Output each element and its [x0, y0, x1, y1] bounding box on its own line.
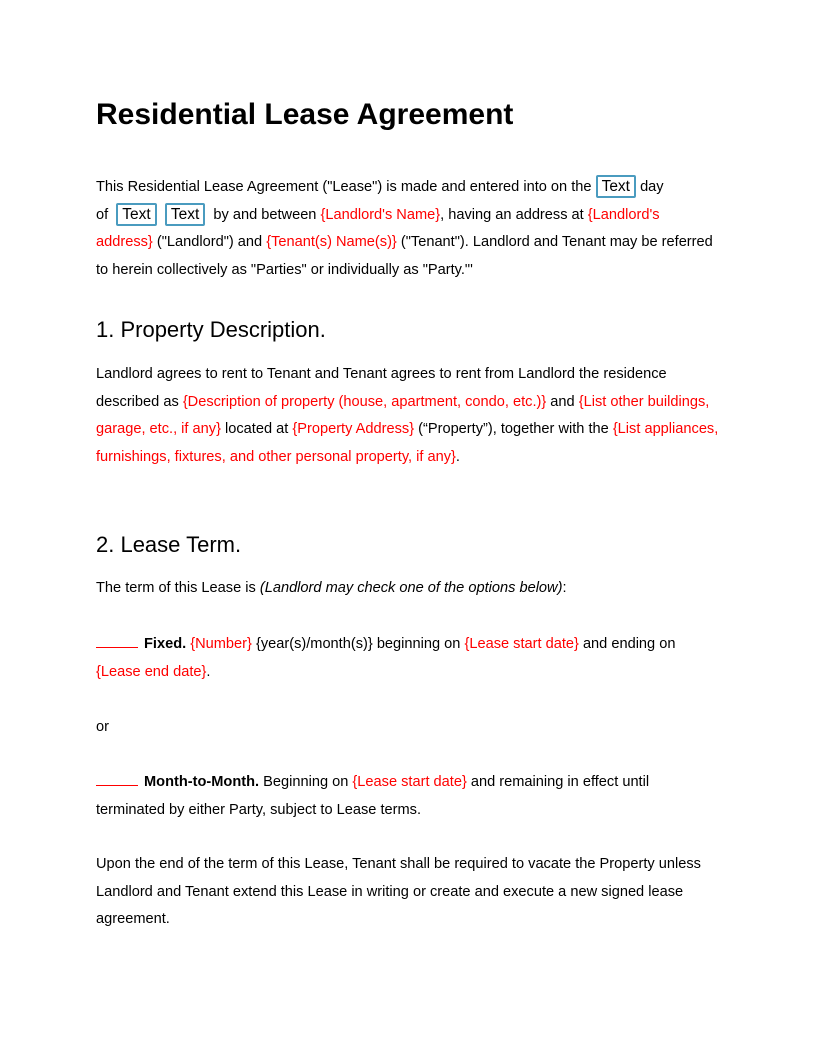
- or-text: or: [96, 719, 109, 735]
- landlord-address-placeholder: {Landlord's address}: [96, 206, 660, 251]
- day-field[interactable]: Text: [596, 175, 636, 198]
- mtm-lease-start-date-placeholder: {Lease start date}: [352, 774, 467, 790]
- intro-text: of: [96, 206, 109, 223]
- number-placeholder: {Number}: [190, 636, 252, 652]
- tenant-names-placeholder: {Tenant(s) Name(s)}: [266, 234, 397, 251]
- property-text: and: [550, 393, 575, 410]
- fixed-text: beginning on: [376, 636, 461, 652]
- property-text: located at: [225, 421, 289, 438]
- personal-property-placeholder: {List appliances, furnishings, fixtures, and other personal property, if any}: [96, 421, 719, 465]
- section-heading-lease-term: 2. Lease Term.: [96, 532, 242, 557]
- lease-term-text: :: [562, 580, 567, 596]
- fixed-option: [96, 631, 720, 686]
- year-field[interactable]: Text: [165, 203, 205, 226]
- lease-end-date-placeholder: {Lease end date}: [96, 663, 207, 680]
- month-to-month-label: Month-to-Month.: [144, 774, 260, 790]
- month-to-month-text: Beginning on: [263, 774, 349, 790]
- property-description-placeholder: {Description of property (house, apartment, condo, etc.)}: [182, 393, 547, 410]
- fixed-checkbox-blank[interactable]: [96, 635, 138, 648]
- intro-text: day: [640, 179, 664, 195]
- intro-text: by and between: [213, 206, 317, 223]
- intro-text: , having an address at: [440, 206, 584, 223]
- lease-term-instruction: (Landlord may check one of the options below): [259, 580, 563, 596]
- fixed-text: .: [206, 663, 211, 680]
- fixed-text: and ending on: [582, 636, 676, 652]
- intro-text: ("Landlord") and: [156, 234, 263, 251]
- document-title: Residential Lease Agreement: [96, 98, 514, 131]
- end-of-term-paragraph: Upon the end of the term of this Lease, Tenant shall be required to vacate the Property unless Landlord and Tenant extend this Lease in writing or create and execute a new signed lease agreement.: [96, 856, 701, 928]
- lease-term-text: The term of this Lease is: [96, 580, 256, 596]
- month-field[interactable]: Text: [116, 203, 156, 226]
- lease-term-intro: [96, 575, 720, 603]
- property-text: Landlord agrees to rent to Tenant and Tenant agrees to rent from Landlord the residence described as: [96, 366, 667, 410]
- month-to-month-option: [96, 769, 720, 824]
- property-text: .: [455, 448, 460, 465]
- intro-paragraph: [96, 174, 720, 284]
- month-to-month-text: and remaining in effect until terminated by either Party, subject to Lease terms.: [96, 774, 650, 818]
- property-address-placeholder: {Property Address}: [292, 421, 415, 438]
- property-text: (“Property”), together with the: [418, 421, 609, 438]
- section-heading-property: 1. Property Description.: [96, 317, 326, 342]
- intro-text: This Residential Lease Agreement ("Lease") is made and entered into on the: [96, 179, 592, 195]
- intro-text: ("Tenant"). Landlord and Tenant may be referred to herein collectively as "Parties" or individually as "Party."': [96, 234, 713, 278]
- lease-start-date-placeholder: {Lease start date}: [464, 636, 579, 652]
- unit-text: {year(s)/month(s)}: [255, 636, 373, 652]
- property-paragraph: [96, 361, 720, 471]
- month-to-month-checkbox-blank[interactable]: [96, 773, 138, 786]
- fixed-label: Fixed.: [144, 636, 187, 652]
- landlord-name-placeholder: {Landlord's Name}: [320, 206, 441, 223]
- other-buildings-placeholder: {List other buildings, garage, etc., if any}: [96, 393, 710, 438]
